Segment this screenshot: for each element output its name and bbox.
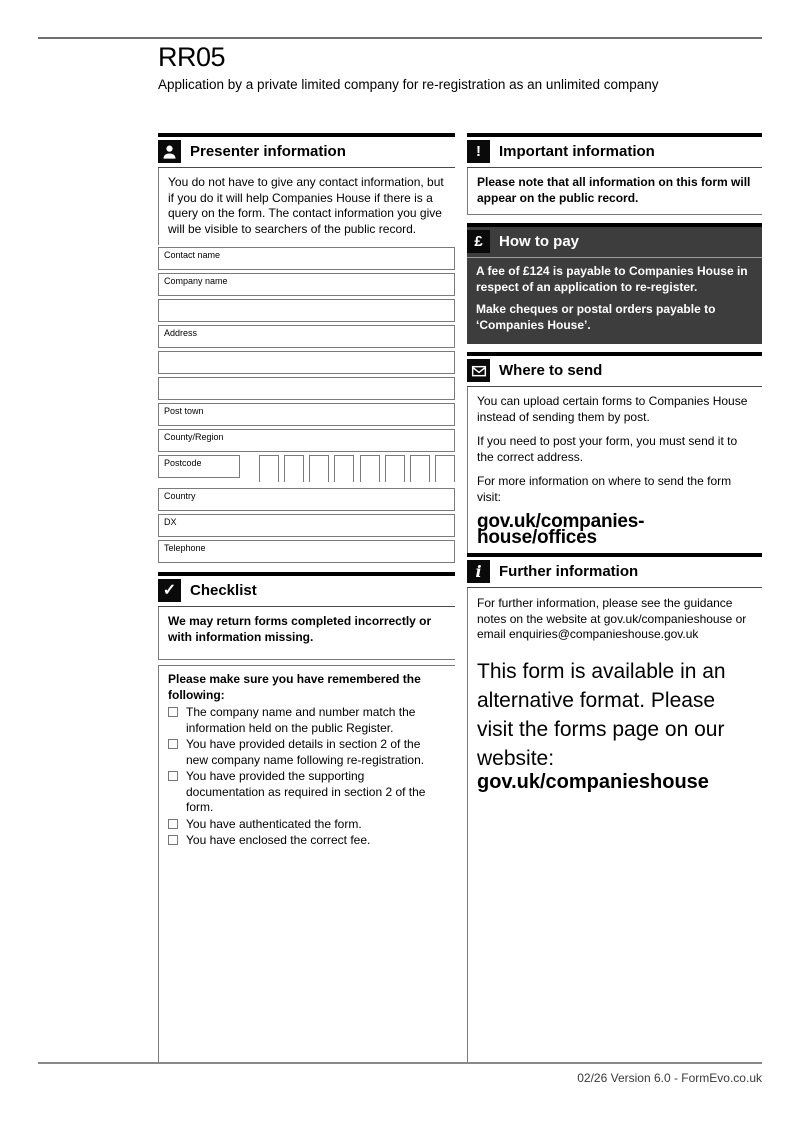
postcode-char-box[interactable] (284, 455, 304, 482)
field-label: Postcode (164, 458, 202, 468)
left-column (158, 133, 455, 1062)
checklist-warning: We may return forms completed incorrectly or with information missing. (158, 607, 455, 660)
checklist-item-text: You have provided the supporting documentation as required in section 2 of the form. (186, 769, 426, 814)
checklist-item (168, 705, 445, 736)
checkbox[interactable] (168, 835, 178, 845)
checklist-item (168, 833, 445, 849)
cheque-text: Make cheques or postal orders payable to ‘Companies House’. (476, 302, 716, 332)
checklist-item-text: The company name and number match the information held on the public Register. (186, 705, 416, 735)
checkbox[interactable] (168, 819, 178, 829)
presenter-fields (158, 247, 455, 566)
bottom-rule (38, 1062, 762, 1064)
important-section-title: Important information (499, 143, 655, 160)
checklist-item (168, 737, 445, 768)
form-header (158, 42, 659, 92)
how-to-pay-body (467, 258, 762, 344)
upload-text: You can upload certain forms to Companies House instead of sending them by post. (477, 394, 748, 424)
presenter-intro-text: You do not have to give any contact information, but if you do it will help Companies House if there is a query on the form. The contact information you give will be visible to searchers of the public record. (158, 168, 455, 245)
envelope-icon (467, 359, 490, 382)
section-header-checklist (158, 572, 455, 607)
field-company-name[interactable] (158, 273, 455, 296)
field-label: Company name (164, 276, 228, 286)
pound-icon: £ (467, 230, 490, 253)
important-information-text: Please note that all information on this form will appear on the public record. (467, 168, 762, 215)
postcode-char-box[interactable] (410, 455, 430, 482)
checklist-reminder (158, 665, 455, 1062)
checklist-item (168, 817, 445, 833)
field-label: Telephone (164, 543, 206, 553)
field-label: Post town (164, 406, 204, 416)
field-label: Country (164, 491, 196, 501)
field-country[interactable] (158, 488, 455, 511)
where-to-send-section-title: Where to send (499, 362, 603, 379)
field-postcode[interactable] (158, 455, 240, 478)
alternative-format-text: This form is available in an alternative format. Please visit the forms page on our website: (477, 659, 726, 770)
more-info-text: For more information on where to send the form visit: (477, 474, 732, 504)
section-header-presenter (158, 133, 455, 168)
postcode-char-box[interactable] (435, 455, 455, 482)
right-column (467, 133, 762, 1062)
section-header-how-to-pay (467, 227, 762, 258)
field-county-region[interactable] (158, 429, 455, 452)
guidance-text: For further information, please see the guidance notes on the website at gov.uk/companieshouse or email enquiries@companieshouse.gov.uk (477, 596, 747, 641)
postcode-row (158, 455, 455, 485)
checklist-item (168, 769, 445, 816)
checkmark-icon: ✓ (158, 579, 181, 602)
post-text: If you need to post your form, you must send it to the correct address. (477, 434, 738, 464)
checklist-item-text: You have provided details in section 2 of the new company name following re-registration. (186, 737, 425, 767)
checklist-reminder-heading: Please make sure you have remembered the following: (168, 672, 421, 702)
field-post-town[interactable] (158, 403, 455, 426)
fee-text: A fee of £124 is payable to Companies House in respect of an application to re-register. (476, 264, 748, 294)
presenter-section-title: Presenter information (190, 143, 346, 160)
companieshouse-url: gov.uk/companieshouse (477, 770, 709, 793)
field-address-line-3[interactable] (158, 377, 455, 400)
section-header-further-information (467, 553, 762, 588)
postcode-character-boxes (259, 455, 455, 482)
field-dx[interactable] (158, 514, 455, 537)
how-to-pay-section-title: How to pay (499, 233, 580, 250)
where-to-send-content (467, 387, 762, 553)
exclamation-icon: ! (467, 140, 490, 163)
checkbox[interactable] (168, 739, 178, 749)
further-information-content (467, 588, 762, 1062)
field-telephone[interactable] (158, 540, 455, 563)
field-contact-name[interactable] (158, 247, 455, 270)
form-title: Application by a private limited company for re-registration as an unlimited company (158, 77, 659, 92)
field-address-line-2[interactable] (158, 351, 455, 374)
checklist-item-text: You have enclosed the correct fee. (186, 833, 371, 847)
postcode-char-box[interactable] (360, 455, 380, 482)
person-icon (158, 140, 181, 163)
further-information-section-title: Further information (499, 563, 639, 580)
field-label: Address (164, 328, 198, 338)
checklist-item-text: You have authenticated the form. (186, 816, 362, 831)
top-rule (38, 37, 762, 39)
field-address[interactable] (158, 325, 455, 348)
field-label: Contact name (164, 250, 221, 260)
postcode-char-box[interactable] (309, 455, 329, 482)
offices-url: gov.uk/companies-house/offices (477, 511, 645, 548)
footer-version: 02/26 Version 6.0 - FormEvo.co.uk (577, 1071, 762, 1085)
section-header-important (467, 133, 762, 168)
postcode-char-box[interactable] (259, 455, 279, 482)
info-icon: i (467, 560, 490, 583)
section-header-where-to-send (467, 352, 762, 387)
postcode-char-box[interactable] (385, 455, 405, 482)
checkbox[interactable] (168, 771, 178, 781)
checklist-section-title: Checklist (190, 582, 257, 599)
form-code: RR05 (158, 42, 226, 72)
field-company-name-continued[interactable] (158, 299, 455, 322)
field-label: County/Region (164, 432, 224, 442)
postcode-char-box[interactable] (334, 455, 354, 482)
checkbox[interactable] (168, 707, 178, 717)
how-to-pay-box (467, 223, 762, 344)
field-label: DX (164, 517, 177, 527)
